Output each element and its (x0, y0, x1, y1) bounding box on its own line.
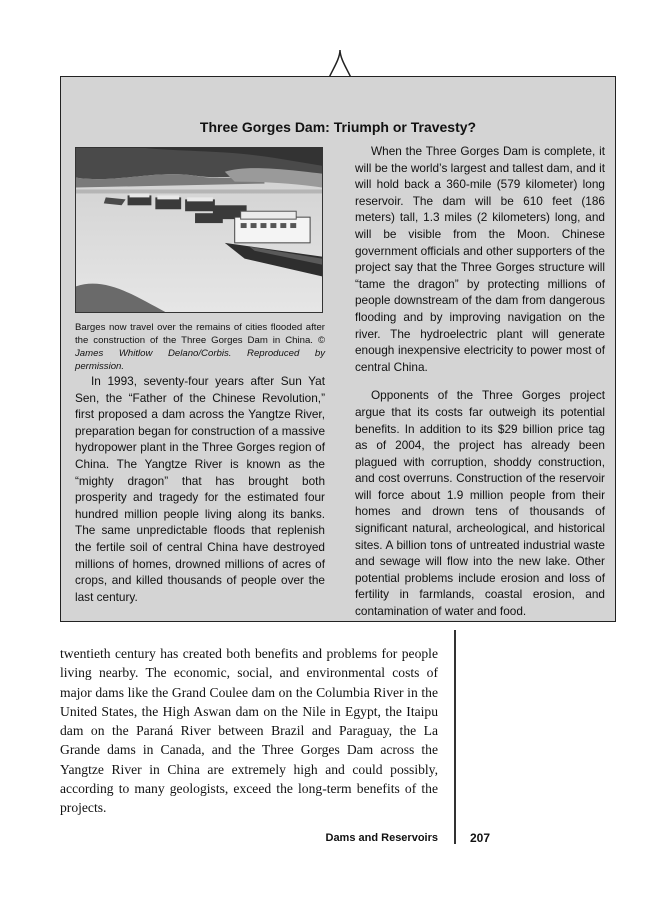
barges-photo (75, 147, 323, 313)
sidebar-left-paragraph: In 1993, seventy-four years after Sun Yat Sen, the “Father of the Chinese Revolution,” first proposed a dam across the Yangtze River, preparation began for construction of a massive hydropower plant in the Three Gorges region of China. The Yangtze River is known as the “mighty dragon” that has brought both prosperity and tragedy for the estimated four hundred million people living along its banks. The same unpredictable floods that replenish the fertile soil of central China have destroyed millions of homes, drowned millions of acres of crops, and killed thousands of people over the last century. (75, 374, 325, 604)
sidebar-right-paragraph: Opponents of the Three Gorges project argue that its costs far outweigh its potential benefits. In addition to its $29 billion price tag as of 2004, the project has already been plagued with corruption, shoddy construction, and cost overruns. Construction of the reservoir will force about 1.9 million people from their homes and drown tens of thousands of significant natural, archeological, and historical sites. A billion tons of untreated industrial waste and sewage will flow into the new lake. Other potential problems include erosion and loss of fertility in farmlands, coastal erosion, and contamination of water and food. (355, 388, 605, 619)
caption-text: Barges now travel over the remains of cities flooded after the construction of the Three Gorges Dam in China. (75, 322, 325, 346)
sidebar-title: Three Gorges Dam: Triumph or Travesty? (199, 119, 477, 135)
page-number: 207 (470, 831, 491, 845)
vertical-divider (454, 630, 456, 844)
caption-credit: © James Whitlow Delano/Corbis. Reproduced by permission. (75, 335, 325, 372)
photo-caption (75, 321, 325, 373)
body-paragraph: twentieth century has created both benefits and problems for people living nearby. The economic, social, and environmental costs of major dams like the Grand Coulee dam on the Columbia River in the United States, the High Aswan dam on the Nile in Egypt, the Itaipu dam on the Paraná River between Brazil and Paraguay, the La Grande dams in Canada, and the Three Gorges Dam across the Yangtze River in China are extremely high and could possibly, according to many geologists, exceed the long-term benefits of the projects. (60, 646, 438, 816)
sidebar-box (60, 76, 616, 622)
running-footer-title: Dams and Reservoirs (325, 832, 438, 844)
sidebar-right-paragraph: When the Three Gorges Dam is complete, it will be the world’s largest and tallest dam, and it will hold back a 360-mile (579 kilometer) long reservoir. The dam will be 610 feet (186 meters) tall, 1.3 miles (2 kilometers) long, and will be visible from the Moon. Chinese government officials and other supporters of the project say that the Three Gorges structure will “tame the dragon” by protecting millions of people downstream of the dam from dangerous flooding and by improving navigation on the river. The hydroelectric plant will generate enough inexpensive electricity to power most of central China. (355, 144, 605, 374)
sidebar-right-column (355, 143, 605, 632)
